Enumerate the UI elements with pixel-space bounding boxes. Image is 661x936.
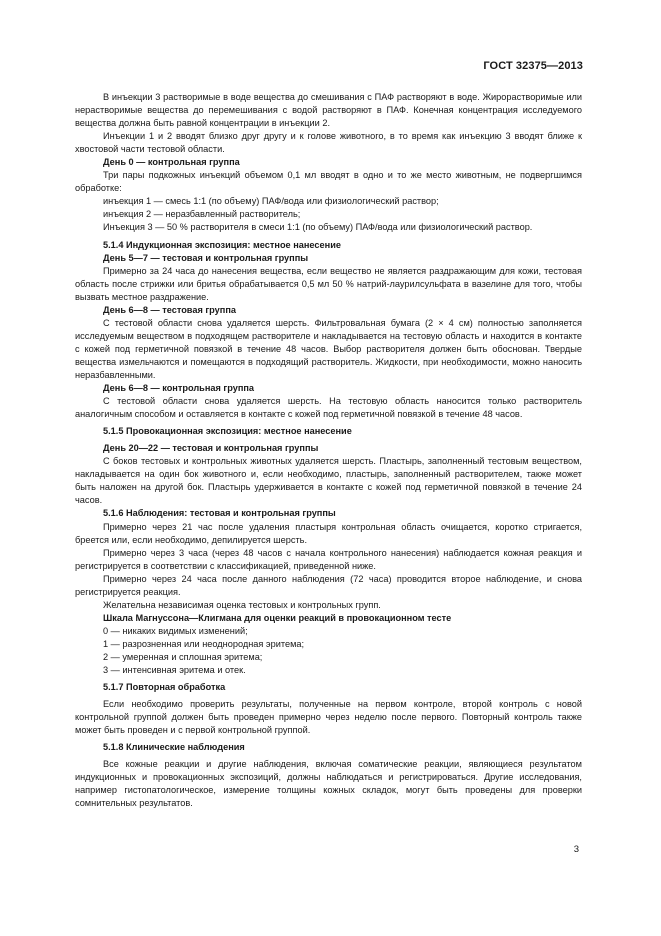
paragraph: Примерно через 24 часа после данного наблюдения (72 часа) проводится второе наблюдение, и снова регистрируется реакция. xyxy=(75,573,582,597)
section-heading-5-1-5: 5.1.5 Провокационная экспозиция: местное нанесение xyxy=(103,426,352,437)
paragraph: Желательна независимая оценка тестовых и контрольных групп. xyxy=(103,599,381,610)
paragraph: Все кожные реакции и другие наблюдения, включая соматические реакции, являющиеся результатом индукционных и провокационных экспозиций, должны наблюдаться и регистрироваться. Другие исследования, например гистопатологическое, измерение толщины кожных складок, могут быть проведены для проверки сомнительных результатов. xyxy=(75,759,582,809)
page-number: 3 xyxy=(573,844,579,855)
day-heading: День 6—8 — тестовая группа xyxy=(103,304,236,315)
list-item: инъекция 1 — смесь 1:1 (по объему) ПАФ/вода или физиологический раствор; xyxy=(103,196,439,207)
paragraph: Примерно через 21 час после удаления пластыря контрольная область очищается, коротко стригается, бреется или, если необходимо, депилируется шерсть. xyxy=(75,521,582,545)
paragraph: Если необходимо проверить результаты, полученные на первом контроле, второй контроль с новой контрольной группой должен быть проведен примерно через неделю после первого. Повторный контроль также может быть проведен и с первой контрольной группой. xyxy=(75,699,582,736)
paragraph: С тестовой области снова удаляется шерсть. Фильтровальная бумага (2 × 4 см) полностью заполняется исследуемым веществом в подходящем растворителе и накладывается на тестовую область и находится в контакте с кожей под герметичной повязкой в течение 48 часов. Выбор растворителя должен быть обоснован. Твердые вещества измельчаются и помещаются в подходящий растворитель. Жидкости, при необходимости, можно наносить неразбавленными. xyxy=(75,317,582,380)
section-heading-5-1-6: 5.1.6 Наблюдения: тестовая и контрольная группы xyxy=(103,508,336,519)
section-heading-5-1-7: 5.1.7 Повторная обработка xyxy=(103,682,226,693)
day-heading: День 0 — контрольная группа xyxy=(103,157,240,168)
scale-item: 0 — никаких видимых изменений; xyxy=(103,625,248,636)
scale-item: 3 — интенсивная эритема и отек. xyxy=(103,665,246,676)
paragraph: С тестовой области снова удаляется шерсть. На тестовую область наносится только растворитель аналогичным способом и оставляется в контакте с кожей под герметичной повязкой в течение 48 часов. xyxy=(75,396,582,420)
day-heading: День 20—22 — тестовая и контрольная группы xyxy=(103,443,319,454)
document-body xyxy=(75,91,582,810)
paragraph: С боков тестовых и контрольных животных удаляется шерсть. Пластырь, заполненный тестовым веществом, накладывается на один бок животного и, если необходимо, пластырь, заполненный растворителем, также может быть наложен на другой бок. Пластырь удерживается в контакте с кожей под герметичной повязкой в течение 24 часов. xyxy=(75,456,582,506)
list-item: инъекция 2 — неразбавленный растворитель; xyxy=(103,209,301,220)
section-heading-5-1-8: 5.1.8 Клинические наблюдения xyxy=(103,742,245,753)
scale-item: 1 — разрозненная или неоднородная эритема; xyxy=(103,638,305,649)
standard-header: ГОСТ 32375—2013 xyxy=(483,60,583,72)
day-heading: День 6—8 — контрольная группа xyxy=(103,383,255,394)
section-heading-5-1-4: 5.1.4 Индукционная экспозиция: местное нанесение xyxy=(103,239,341,250)
list-item: Инъекция 3 — 50 % растворителя в смеси 1:1 (по объему) ПАФ/вода или физиологический раствор. xyxy=(103,222,533,233)
paragraph: Примерно за 24 часа до нанесения вещества, если вещество не является раздражающим для кожи, тестовая область после стрижки или бритья обрабатывается 0,5 мл 50 % натрий-лаурилсульфата в вазелине для того, чтобы вызвать местное раздражение. xyxy=(75,265,582,302)
paragraph: В инъекции 3 растворимые в воде вещества до смешивания с ПАФ растворяют в воде. Жирорастворимые или нерастворимые вещества до перемешивания с водой растворяют в ПАФ. Конечная концентрация исследуемого вещества должна быть равной концентрации в инъекции 2. xyxy=(75,92,582,129)
paragraph: Инъекции 1 и 2 вводят близко друг другу и к голове животного, в то время как инъекцию 3 вводят ближе к хвостовой части тестовой области. xyxy=(75,131,582,155)
paragraph: Примерно через 3 часа (через 48 часов с начала контрольного нанесения) наблюдается кожная реакция и регистрируется в соответствии с классификацией, приведенной ниже. xyxy=(75,547,582,571)
day-heading: День 5—7 — тестовая и контрольная группы xyxy=(103,252,309,263)
paragraph: Три пары подкожных инъекций объемом 0,1 мл вводят в одно и то же место животным, не подвергшимся обработке: xyxy=(75,170,582,194)
scale-item: 2 — умеренная и сплошная эритема; xyxy=(103,651,263,662)
scale-heading: Шкала Магнуссона—Клигмана для оценки реакций в провокационном тесте xyxy=(103,612,452,623)
